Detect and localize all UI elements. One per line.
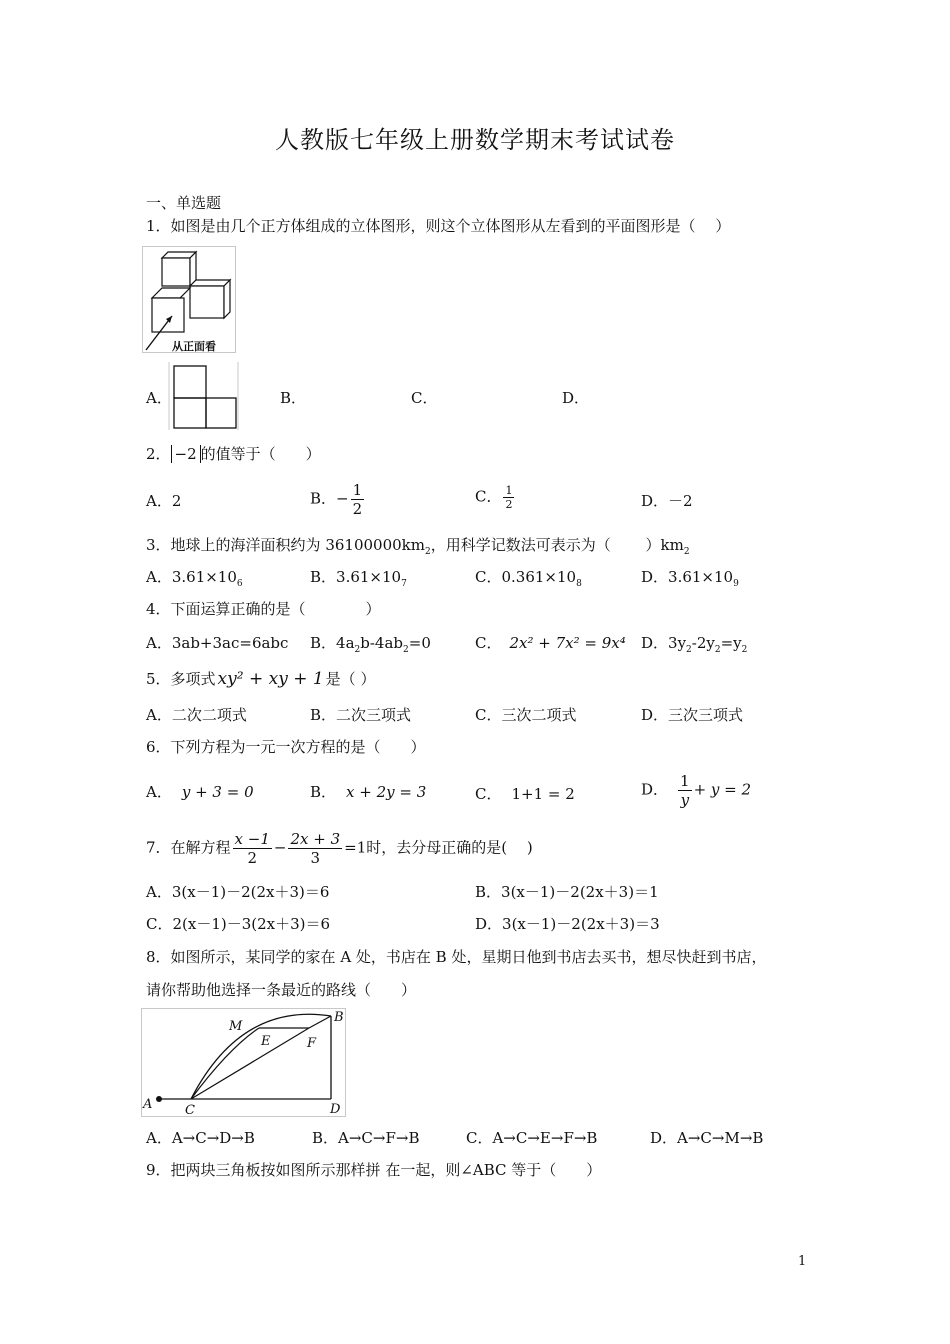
q3-option-d: D．$3.61\times 10_9$ xyxy=(641,568,739,589)
q1-option-a-figure xyxy=(168,362,240,432)
q2-stem: 2． −2 的值等于（ ） xyxy=(146,445,321,463)
q1-option-b: B． xyxy=(280,389,307,407)
q6-option-a: A． y + 3 = 0 xyxy=(146,783,254,801)
q5-option-d: D．三次三项式 xyxy=(641,706,744,724)
q4-option-a: A．3ab+3ac=6abc xyxy=(146,634,289,652)
label-a: A xyxy=(143,1097,153,1112)
section-heading: 一、单选题 xyxy=(146,194,222,212)
q3-text: 3．地球上的海洋面积约为 $36100000km_2$，用科学记数法可表示为（ ）$km_2$ xyxy=(146,536,690,557)
q8-route-diagram xyxy=(141,1008,347,1118)
q3-option-a: A．$3.61\times 10_6$ xyxy=(146,568,243,589)
fraction: $\frac{2x + 3}{3}$ xyxy=(290,830,341,867)
q2-option-b: B．− $\frac{1}{2}$ xyxy=(310,481,363,518)
q6-text: 6．下列方程为一元一次方程的是（ ） xyxy=(146,738,426,756)
fraction: $\frac{1}{2}$ xyxy=(352,481,363,518)
q2-option-d: D．－2 xyxy=(641,492,693,510)
fraction: $\frac{1}{2}$ xyxy=(505,484,513,511)
fraction: $\frac{1}{y}$ xyxy=(680,772,690,809)
q4-option-b: B．$4a_2b-4ab_2=0$ xyxy=(310,634,431,655)
polynomial-expression: xy² + xy + 1 xyxy=(217,669,324,689)
label-c: C xyxy=(185,1103,195,1118)
q5-option-a: A．二次二项式 xyxy=(146,706,247,724)
label-m: M xyxy=(229,1019,243,1034)
q7-option-a: A．3(x－1)－2(2x＋3)＝6 xyxy=(146,883,330,901)
label-e: E xyxy=(261,1034,271,1049)
absolute-value-expression: −2 xyxy=(171,445,201,463)
q8-option-b: B．A→C→F→B xyxy=(312,1129,420,1147)
label-f: F xyxy=(307,1036,317,1051)
q1-figure-label: 从正面看 xyxy=(172,340,216,353)
label-b: B xyxy=(334,1010,344,1025)
q5-option-c: C．三次二项式 xyxy=(475,706,577,724)
q1-option-c: C． xyxy=(411,389,438,407)
q4-option-c: C． 2x² + 7x² = 9x⁴ xyxy=(475,634,626,652)
q7-option-c: C．2(x－1)－3(2x＋3)＝6 xyxy=(146,915,331,933)
q5-option-b: B．二次三项式 xyxy=(310,706,412,724)
q1-cube-figure xyxy=(142,246,237,354)
q1-text: 1．如图是由几个正方体组成的立体图形，则这个立体图形从左看到的平面图形是（ ） xyxy=(146,217,731,235)
q2-option-a: A．2 xyxy=(146,492,182,510)
q7-stem: 7．在解方程 $\frac{x -1}{2}$ − $\frac{2x + 3}{3}$ =1时，去分母正确的是( ) xyxy=(146,830,533,867)
q9-text: 9．把两块三角板按如图所示那样拼 在一起，则∠ABC 等于（ ） xyxy=(146,1161,602,1179)
label-d: D xyxy=(330,1102,341,1117)
q7-option-b: B．3(x－1)－2(2x＋3)＝1 xyxy=(475,883,659,901)
q8-option-a: A．A→C→D→B xyxy=(146,1129,255,1147)
q6-option-b: B． x + 2y = 3 xyxy=(310,783,427,801)
q8-option-c: C．A→C→E→F→B xyxy=(466,1129,598,1147)
q3-option-c: C．$0.361\times 10_8$ xyxy=(475,568,582,589)
q6-option-c: C． 1+1 = 2 xyxy=(475,785,575,803)
q1-option-d: D． xyxy=(562,389,590,407)
q8-text-line1: 8．如图所示，某同学的家在 A 处，书店在 B 处，星期日他到书店去买书，想尽快赶到书店， xyxy=(146,948,767,966)
page-number: 1 xyxy=(798,1254,807,1269)
page-title: 人教版七年级上册数学期末考试试卷 xyxy=(275,126,675,154)
q2-option-c: C． $\frac{1}{2}$ xyxy=(475,484,513,511)
q7-option-d: D．3(x－1)－2(2x＋3)＝3 xyxy=(475,915,660,933)
q3-option-b: B．$3.61\times 10_7$ xyxy=(310,568,407,589)
q5-stem: 5．多项式 xy² + xy + 1 是（ ） xyxy=(146,669,376,689)
q8-text-line2: 请你帮助他选择一条最近的路线（ ） xyxy=(146,981,417,999)
q1-option-a: A． xyxy=(146,389,172,407)
q4-option-d: D．$3y_2-2y_2=y_2$ xyxy=(641,634,748,655)
q8-option-d: D．A→C→M→B xyxy=(650,1129,764,1147)
q6-option-d: D． $\frac{1}{y}$ + y = 2 xyxy=(641,772,752,809)
fraction: $\frac{x -1}{2}$ xyxy=(234,830,270,867)
q4-text: 4．下面运算正确的是（ ） xyxy=(146,600,381,618)
